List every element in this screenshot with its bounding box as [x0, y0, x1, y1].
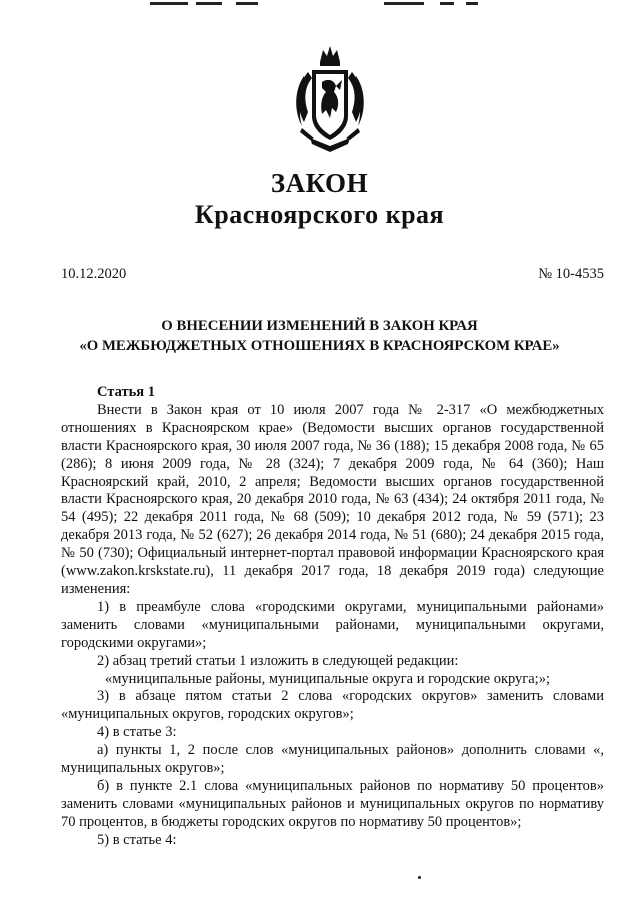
law-date: 10.12.2020	[61, 266, 127, 282]
scan-mark	[196, 2, 222, 5]
law-number: № 10-4535	[538, 266, 604, 282]
subject-line-2: «О МЕЖБЮДЖЕТНЫХ ОТНОШЕНИЯХ В КРАСНОЯРСКОМ КРАЕ»	[79, 338, 560, 354]
amendment-item: 2) абзац третий статьи 1 изложить в следующей редакции:	[97, 652, 459, 669]
article-intro: Внести в Закон края от 10 июля 2007 года № 2-317 «О межбюджетных отношениях в Красноярском крае» (Ведомости высших органов государственной власти Красноярского края, 30 июля 2007 года, № 36 (188); 15 декабря 2008 года, № 65 (286); 8 июня 2009 года, № 28 (324); 7 декабря 2009 года, № 64 (360); Наш Красноярский край, 2010, 2 апреля; Ведомости высших органов государственной власти Красноярского края, 20 декабря 2010 года, № 63 (434); 24 октября 2011 года, № 54 (495); 22 декабря 2011 года, № 68 (509); 10 декабря 2012 года, № 59 (571); 23 декабря 2013 года, № 52 (627); 26 декабря 2014 года, № 51 (680); 24 декабря 2015 года, № 50 (730); Официальный интернет-портал правовой информации Красноярского края (www.zakon.krskstate.ru), 11 декабря 2017 года, 18 декабря 2019 года) следующие изменения:	[61, 401, 604, 597]
scan-mark	[384, 2, 424, 5]
amendment-quote: «муниципальные районы, муниципальные округа и городские округа;»;	[105, 670, 550, 687]
amendment-subitem: а) пункты 1, 2 после слов «муниципальных районов» дополнить словами «, муниципальных округов»;	[61, 742, 604, 777]
scan-mark	[440, 2, 454, 5]
document-title: ЗАКОН	[270, 168, 369, 198]
amendment-item: 5) в статье 4:	[97, 831, 177, 848]
scan-mark	[236, 2, 258, 5]
document-subtitle: Красноярского края	[194, 200, 445, 229]
scan-speck	[418, 876, 421, 879]
amendment-item: 4) в статье 3:	[97, 724, 177, 741]
law-subject	[0, 316, 639, 356]
subject-line-1: О ВНЕСЕНИИ ИЗМЕНЕНИЙ В ЗАКОН КРАЯ	[161, 318, 478, 334]
scan-mark	[150, 2, 188, 5]
amendment-item: 3) в абзаце пятом статьи 2 слова «городских округов» заменить словами «муниципальных округов, городских округов»;	[61, 688, 604, 723]
scan-mark	[466, 2, 478, 5]
amendment-subitem: б) в пункте 2.1 слова «муниципальных районов по нормативу 50 процентов» заменить словами «муниципальных районов и муниципальных округов по нормативу 70 процентов, в бюджеты городских округов по нормативу 50 процентов»;	[61, 777, 604, 830]
law-body	[61, 384, 604, 850]
article-heading: Статья 1	[97, 384, 155, 400]
coat-of-arms-emblem	[290, 42, 370, 154]
amendment-item: 1) в преамбуле слова «городскими округами, муниципальными районами» заменить словами «муниципальными районами, муниципальными округами, городскими округами»;	[61, 598, 604, 651]
